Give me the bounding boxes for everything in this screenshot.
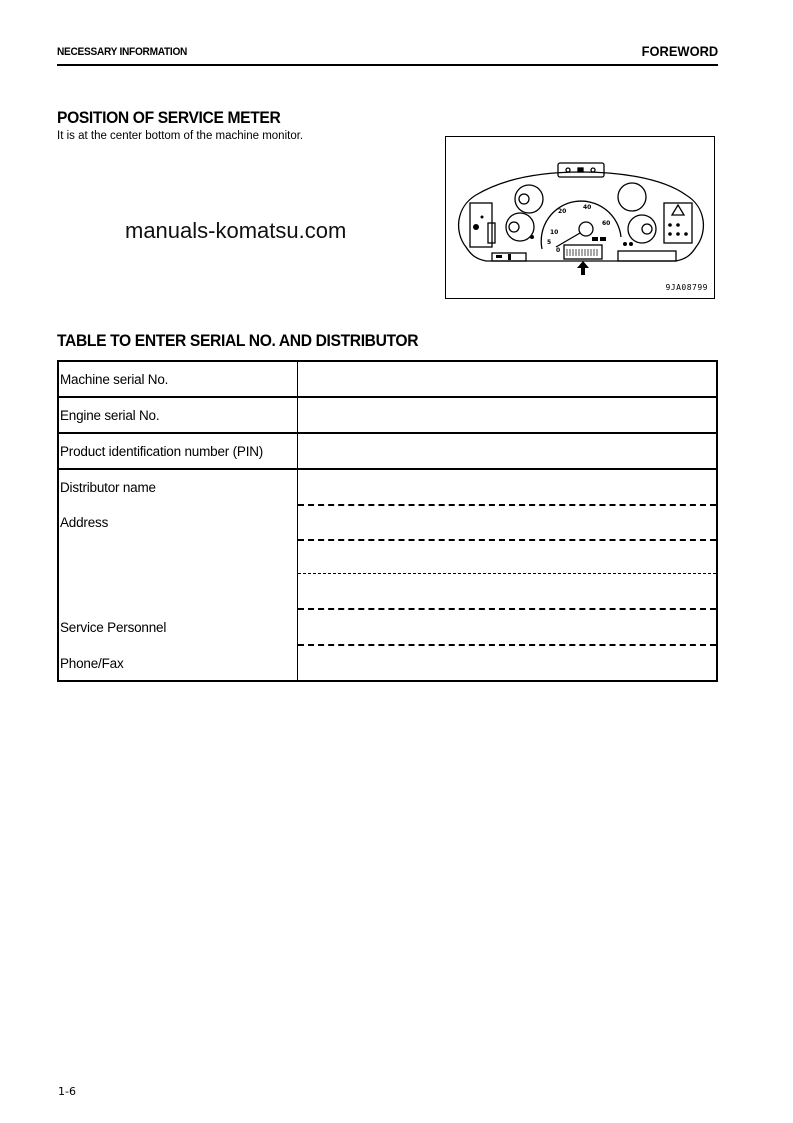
service-meter-title: POSITION OF SERVICE METER bbox=[57, 108, 281, 127]
figure-code: 9JA08799 bbox=[665, 283, 708, 292]
service-personnel-label: Service Personnel bbox=[60, 620, 167, 635]
distributor-name-input[interactable] bbox=[299, 470, 716, 504]
machine-serial-label: Machine serial No. bbox=[60, 372, 169, 387]
table-column-divider bbox=[297, 362, 298, 680]
pin-input[interactable] bbox=[299, 434, 716, 468]
address-label: Address bbox=[60, 515, 109, 530]
machine-monitor-icon bbox=[446, 137, 716, 300]
svg-text:60: 60 bbox=[602, 220, 611, 227]
service-personnel-input[interactable] bbox=[299, 610, 716, 644]
dashed-divider bbox=[298, 573, 716, 574]
machine-serial-input[interactable] bbox=[299, 362, 716, 396]
address-line-2-input[interactable] bbox=[299, 541, 716, 573]
machine-monitor-figure bbox=[445, 136, 715, 299]
header-rule bbox=[57, 64, 718, 66]
page-number: 1-6 bbox=[58, 1085, 76, 1098]
svg-text:20: 20 bbox=[558, 208, 567, 215]
address-line-1-input[interactable] bbox=[299, 506, 716, 539]
serial-distributor-table bbox=[57, 360, 718, 682]
engine-serial-label: Engine serial No. bbox=[60, 408, 160, 423]
header-section-label: NECESSARY INFORMATION bbox=[57, 46, 188, 58]
phone-fax-label: Phone/Fax bbox=[60, 656, 124, 671]
distributor-name-label: Distributor name bbox=[60, 480, 156, 495]
svg-text:10: 10 bbox=[550, 229, 559, 236]
pin-label: Product identification number (PIN) bbox=[60, 444, 264, 459]
svg-text:5: 5 bbox=[547, 239, 552, 246]
watermark-text: manuals-komatsu.com bbox=[125, 218, 347, 243]
phone-fax-input[interactable] bbox=[299, 646, 716, 680]
service-meter-description: It is at the center bottom of the machine monitor. bbox=[57, 130, 304, 142]
address-line-3-input[interactable] bbox=[299, 575, 716, 608]
header-chapter-label: FOREWORD bbox=[641, 43, 718, 59]
svg-text:40: 40 bbox=[583, 204, 592, 211]
svg-text:0: 0 bbox=[556, 247, 561, 254]
serial-table-title: TABLE TO ENTER SERIAL NO. AND DISTRIBUTOR bbox=[57, 331, 419, 350]
engine-serial-input[interactable] bbox=[299, 398, 716, 432]
